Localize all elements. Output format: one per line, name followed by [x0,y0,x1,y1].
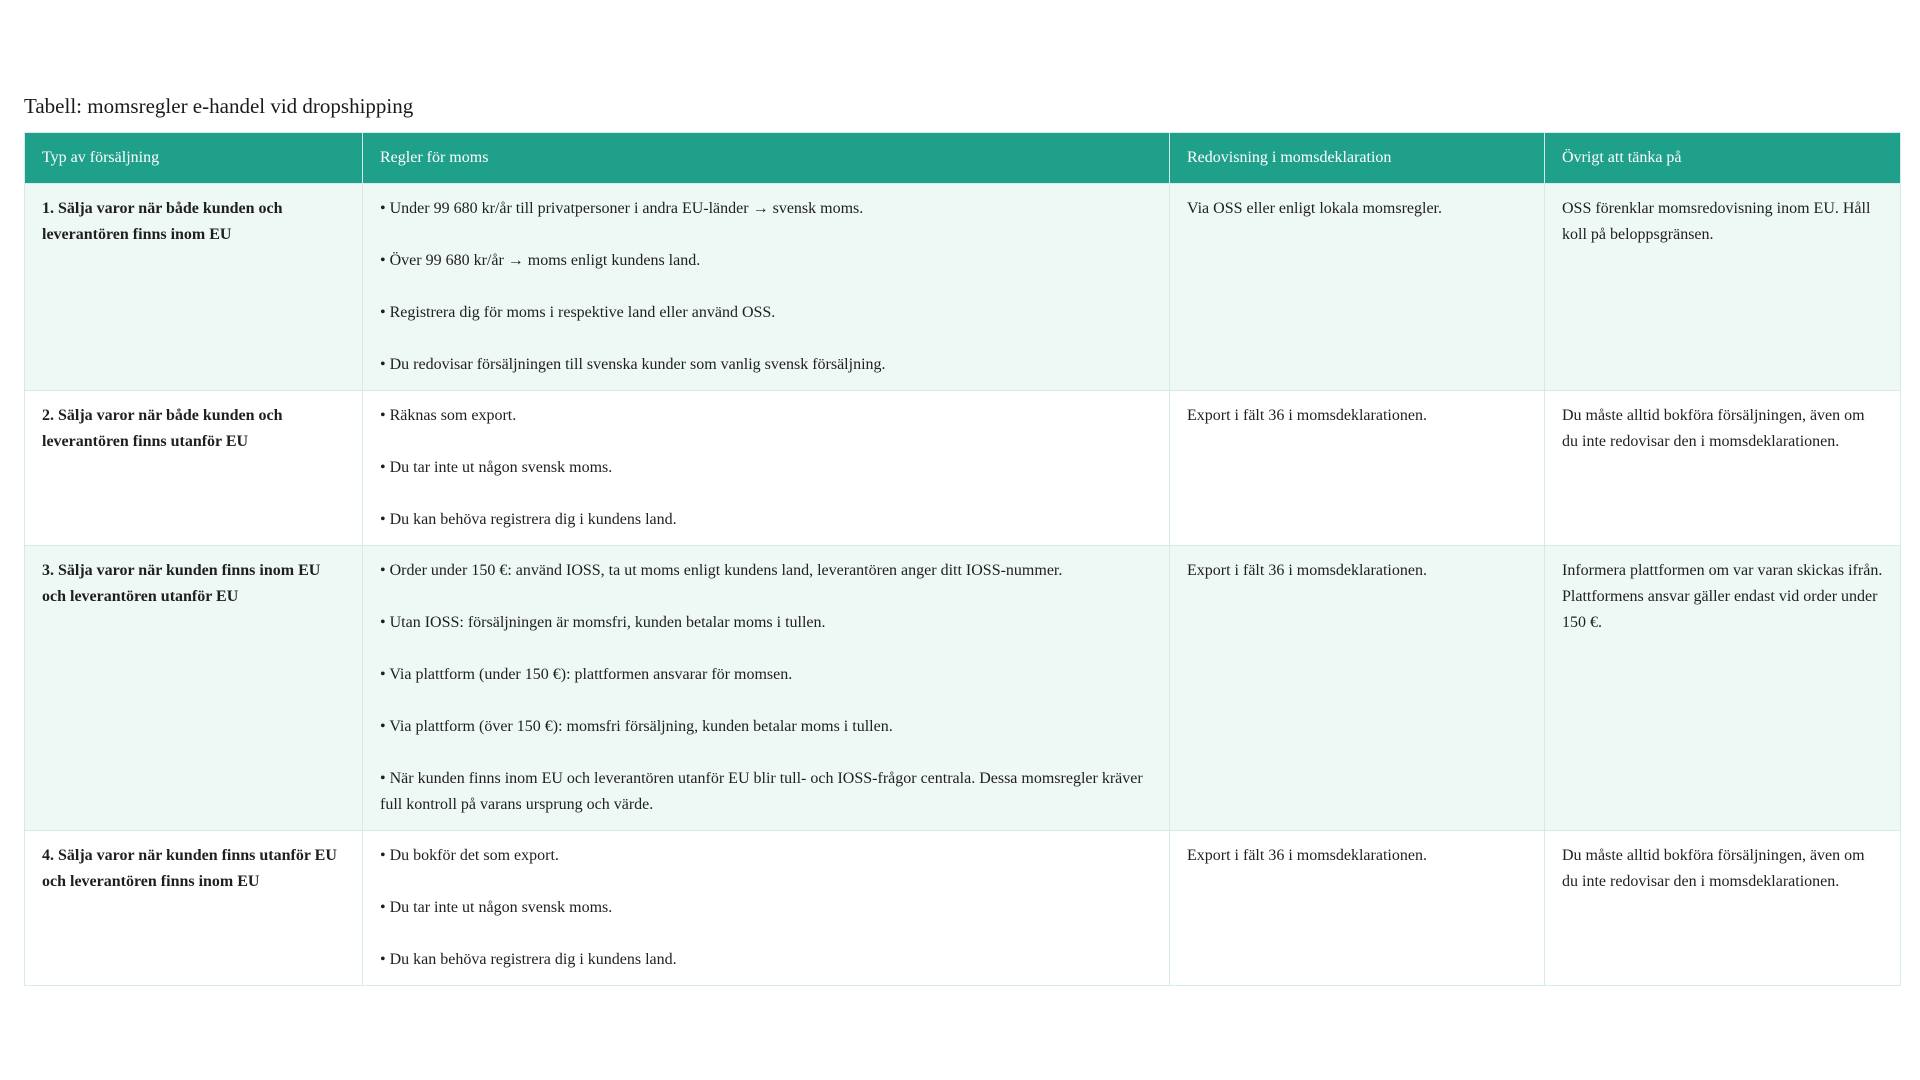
rule-item: • Utan IOSS: försäljningen är momsfri, kunden betalar moms i tullen. [380,614,826,631]
header-vat-rules: Regler för moms [363,133,1170,184]
header-sale-type: Typ av försäljning [25,133,363,184]
vat-rules-cell [363,546,1170,831]
rule-item: • Räknas som export. [380,407,517,424]
vat-reporting-cell: Export i fält 36 i momsdeklarationen. [1170,546,1545,831]
table-row [25,546,1901,831]
other-notes-cell: Informera plattformen om var varan skickas ifrån. Plattformens ansvar gäller endast vid order under 150 €. [1545,546,1901,831]
rule-item: • Via plattform (över 150 €): momsfri försäljning, kunden betalar moms i tullen. [380,718,893,735]
rule-item: • Registrera dig för moms i respektive land eller använd OSS. [380,304,776,321]
rule-item: • Du kan behöva registrera dig i kundens land. [380,511,677,528]
table-row [25,831,1901,986]
table-caption: Tabell: momsregler e-handel vid dropshipping [24,94,414,118]
rule-item: • När kunden finns inom EU och leverantören utanför EU blir tull- och IOSS-frågor centrala. Dessa momsregler kräver full kontroll på varans ursprung och värde. [380,770,1143,813]
vat-reporting-cell: Export i fält 36 i momsdeklarationen. [1170,831,1545,986]
rule-item: • Över 99 680 kr/år → moms enligt kundens land. [380,252,701,269]
sale-type-cell: 4. Sälja varor när kunden finns utanför EU och leverantören finns inom EU [25,831,363,986]
other-notes-cell: Du måste alltid bokföra försäljningen, även om du inte redovisar den i momsdeklarationen. [1545,831,1901,986]
vat-rules-cell [363,184,1170,391]
other-notes-cell: OSS förenklar momsredovisning inom EU. Håll koll på beloppsgränsen. [1545,184,1901,391]
table-row [25,391,1901,546]
rule-item: • Via plattform (under 150 €): plattformen ansvarar för momsen. [380,666,793,683]
header-vat-reporting: Redovisning i momsdeklaration [1170,133,1545,184]
rule-item: • Du tar inte ut någon svensk moms. [380,459,613,476]
rule-item: • Du redovisar försäljningen till svenska kunder som vanlig svensk försäljning. [380,356,886,373]
vat-rules-cell [363,831,1170,986]
header-other-notes: Övrigt att tänka på [1545,133,1901,184]
vat-reporting-cell: Via OSS eller enligt lokala momsregler. [1170,184,1545,391]
rule-item: • Du tar inte ut någon svensk moms. [380,899,613,916]
rule-item: • Order under 150 €: använd IOSS, ta ut moms enligt kundens land, leverantören anger ditt IOSS-nummer. [380,562,1063,579]
sale-type-cell: 2. Sälja varor när både kunden och leverantören finns utanför EU [25,391,363,546]
rule-item: • Du bokför det som export. [380,847,559,864]
table-row [25,184,1901,391]
other-notes-cell: Du måste alltid bokföra försäljningen, även om du inte redovisar den i momsdeklarationen. [1545,391,1901,546]
rule-item: • Du kan behöva registrera dig i kundens land. [380,951,677,968]
vat-reporting-cell: Export i fält 36 i momsdeklarationen. [1170,391,1545,546]
rule-item: • Under 99 680 kr/år till privatpersoner i andra EU-länder → svensk moms. [380,200,864,217]
vat-rules-table [24,132,1901,986]
vat-rules-cell [363,391,1170,546]
sale-type-cell: 3. Sälja varor när kunden finns inom EU och leverantören utanför EU [25,546,363,831]
table-header-row [25,133,1901,184]
sale-type-cell: 1. Sälja varor när både kunden och leverantören finns inom EU [25,184,363,391]
